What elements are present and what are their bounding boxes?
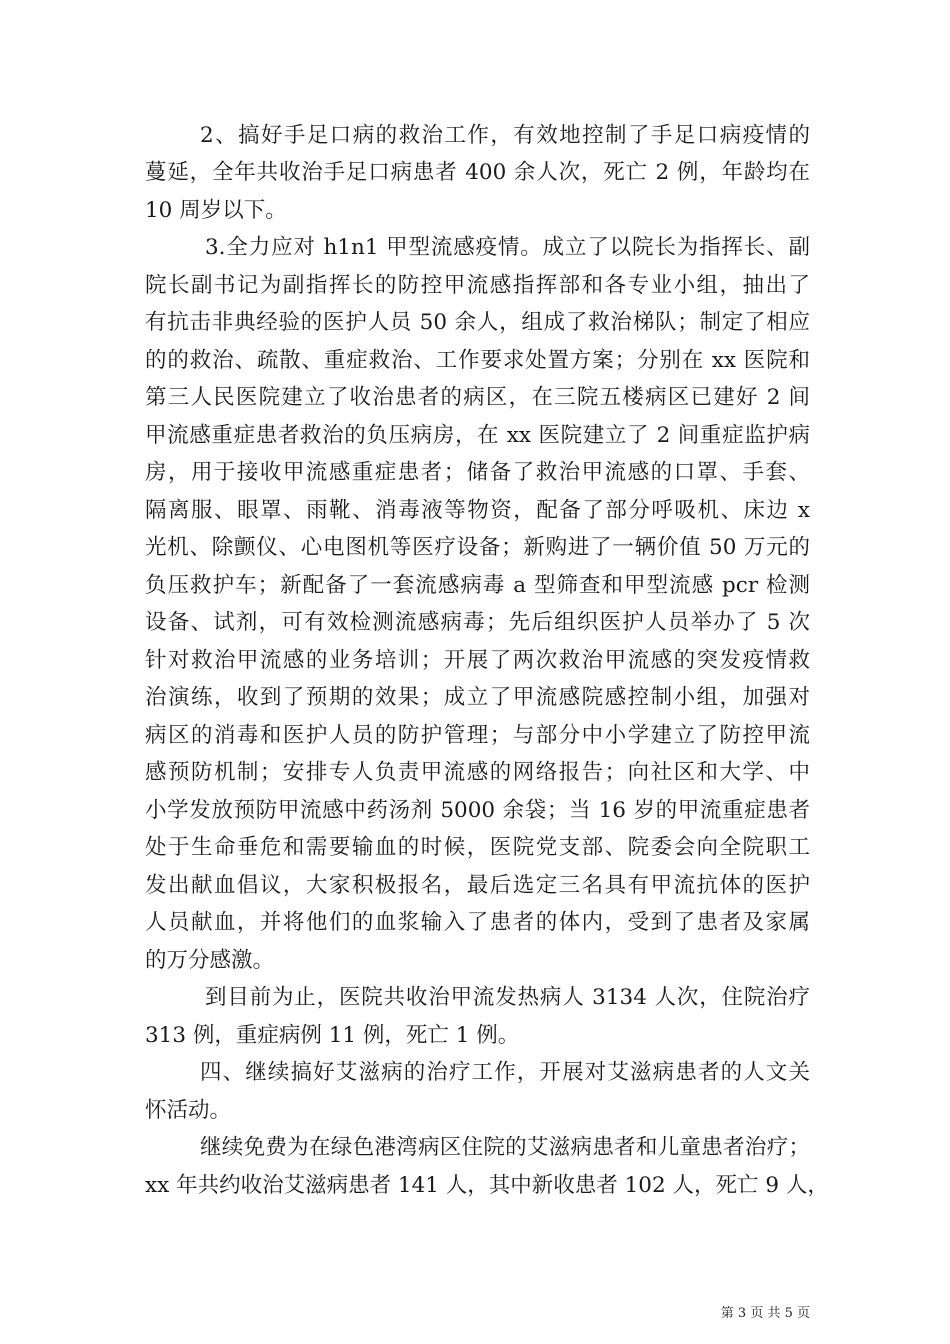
paragraph-line: 房，用于接收甲流感重症患者；储备了救治甲流感的口罩、手套、: [145, 460, 810, 485]
paragraph-line: 10 周岁以下。: [145, 198, 287, 223]
paragraph-line: 设备、试剂，可有效检测流感病毒；先后组织医护人员举办了 5 次: [145, 610, 810, 635]
paragraph-line: 病区的消毒和医护人员的防护管理；与部分中小学建立了防控甲流: [145, 723, 810, 748]
paragraph-line: 的万分感激。: [145, 948, 275, 973]
paragraph-line: 3.全力应对 h1n1 甲型流感疫情。成立了以院长为指挥长、副: [205, 235, 810, 260]
paragraph-line: 小学发放预防甲流感中药汤剂 5000 余袋；当 16 岁的甲流重症患者: [145, 798, 810, 823]
paragraph-line: 感预防机制；安排专人负责甲流感的网络报告；向社区和大学、中: [145, 760, 810, 785]
paragraph-line: 隔离服、眼罩、雨靴、消毒液等物资，配备了部分呼吸机、床边 x: [145, 498, 810, 523]
paragraph-line: 2、搞好手足口病的救治工作，有效地控制了手足口病疫情的: [200, 123, 810, 148]
paragraph-line: xx 年共约收治艾滋病患者 141 人，其中新收患者 102 人，死亡 9 人，: [145, 1173, 829, 1198]
paragraph-line: 313 例，重症病例 11 例，死亡 1 例。: [145, 1023, 520, 1048]
paragraph-line: 继续免费为在绿色港湾病区住院的艾滋病患者和儿童患者治疗；: [200, 1135, 810, 1160]
paragraph-line: 治演练，收到了预期的效果；成立了甲流感院感控制小组，加强对: [145, 685, 810, 710]
paragraph-line: 人员献血，并将他们的血浆输入了患者的体内，受到了患者及家属: [145, 910, 810, 935]
paragraph-line: 发出献血倡议，大家积极报名，最后选定三名具有甲流抗体的医护: [145, 873, 810, 898]
paragraph-line: 怀活动。: [145, 1098, 232, 1123]
paragraph-line: 光机、除颤仪、心电图机等医疗设备；新购进了一辆价值 50 万元的: [145, 535, 810, 560]
paragraph-line: 有抗击非典经验的医护人员 50 余人，组成了救治梯队；制定了相应: [145, 310, 810, 335]
paragraph-line: 第三人民医院建立了收治患者的病区，在三院五楼病区已建好 2 间: [145, 385, 810, 410]
paragraph-line: 甲流感重症患者救治的负压病房，在 xx 医院建立了 2 间重症监护病: [145, 423, 810, 448]
paragraph-line: 四、继续搞好艾滋病的治疗工作，开展对艾滋病患者的人文关: [200, 1060, 810, 1085]
paragraph-line: 院长副书记为副指挥长的防控甲流感指挥部和各专业小组，抽出了: [145, 273, 810, 298]
paragraph-line: 处于生命垂危和需要输血的时候，医院党支部、院委会向全院职工: [145, 835, 810, 860]
paragraph-line: 蔓延，全年共收治手足口病患者 400 余人次，死亡 2 例，年龄均在: [145, 160, 810, 185]
page-number: 第 3 页 共 5 页: [720, 1306, 810, 1321]
paragraph-line: 针对救治甲流感的业务培训；开展了两次救治甲流感的突发疫情救: [145, 648, 810, 673]
paragraph-line: 的的救治、疏散、重症救治、工作要求处置方案；分别在 xx 医院和: [145, 348, 810, 373]
paragraph-line: 到目前为止，医院共收治甲流发热病人 3134 人次，住院治疗: [205, 985, 810, 1010]
paragraph-line: 负压救护车；新配备了一套流感病毒 a 型筛查和甲型流感 pcr 检测: [145, 573, 810, 598]
